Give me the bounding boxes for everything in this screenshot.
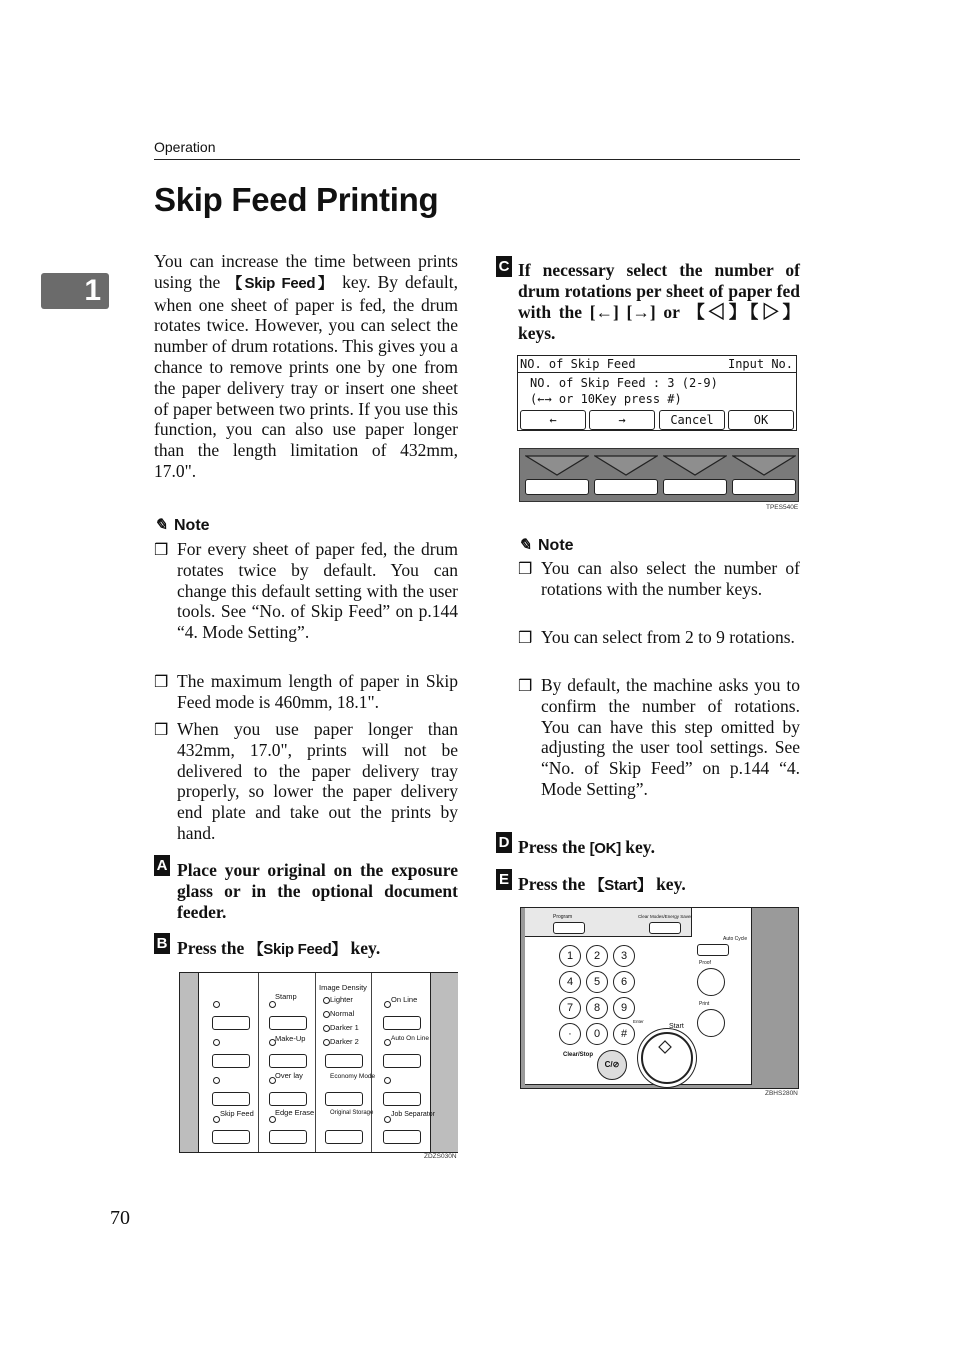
header-rule	[154, 159, 800, 160]
indicator-led	[323, 1025, 330, 1032]
intro-before-key: You can increase the time between prints using the	[154, 251, 458, 292]
checkbox-bullet-icon: ❒	[518, 630, 533, 647]
list-item: By default, the machine asks you to confirm the number of rotations. You can have this step omitted by adjusting the user tool settings. See “No. of Skip Feed” on p.144 “4. Mode Setting”.	[541, 675, 800, 799]
page-title: Skip Feed Printing	[154, 181, 439, 218]
numkey-dot[interactable]: ·	[559, 1023, 581, 1045]
indicator-led	[323, 1011, 330, 1018]
step-number: A	[154, 855, 170, 876]
step-4-post: key.	[620, 837, 655, 857]
step-5-pre: Press the	[518, 874, 590, 894]
program-label: Program	[553, 914, 573, 920]
step-number: B	[154, 933, 170, 954]
step-4-text	[518, 837, 800, 859]
panel-edge	[430, 973, 458, 1152]
lcd-cancel-button[interactable]: Cancel	[659, 410, 725, 430]
lcd-display	[517, 355, 797, 431]
running-head: Operation	[154, 139, 216, 155]
indicator-led	[323, 1039, 330, 1046]
clear-modes-button[interactable]	[649, 922, 681, 934]
pencil-icon: ✎	[518, 537, 532, 554]
indicator-led	[213, 1077, 220, 1084]
start-label: Start	[669, 1023, 684, 1030]
intro-after-key: key. By default, when one sheet of paper is fed, the drum rotates twice. However, you can select the number of drum rotations. This gives you a chance to remove prints one by one from the paper delivery tray or insert one sheet of paper between two prints. If you use this function, you can also use paper longer than the length limitation of 432mm, 17.0".	[154, 271, 458, 481]
checkbox-bullet-icon: ❒	[154, 674, 169, 691]
indicator-led	[269, 1116, 276, 1123]
pencil-icon: ✎	[154, 517, 168, 534]
selection-keys-panel	[519, 448, 799, 502]
note-label: Note	[538, 537, 574, 554]
panel-key	[383, 1092, 421, 1106]
job-separator-label: Job Separator	[391, 1111, 435, 1118]
indicator-led	[323, 997, 330, 1004]
start-button[interactable]	[641, 1032, 693, 1084]
intro-paragraph	[154, 251, 458, 482]
auto-cycle-button[interactable]	[697, 944, 729, 956]
density-normal-label: Normal	[330, 1009, 355, 1018]
start-diamond-icon	[643, 1034, 691, 1082]
print-button[interactable]	[697, 1009, 725, 1037]
panel-divider	[315, 973, 316, 1152]
down-triangle-icon	[663, 455, 727, 477]
image-density-label: Image Density	[319, 983, 367, 992]
step-5-text	[518, 874, 800, 896]
figure-code: ZDZS030N	[424, 1153, 457, 1160]
list-item: When you use paper longer than 432mm, 17.0", prints will not be delivered to the paper delivery tray properly, so lower the paper delivery end plate and take out the prints by hand.	[177, 719, 458, 843]
over-lay-button[interactable]	[269, 1092, 307, 1106]
panel-key	[212, 1092, 250, 1106]
proof-button[interactable]	[697, 968, 725, 996]
numkey-2[interactable]: 2	[586, 945, 608, 967]
density-darker1-label: Darker 1	[330, 1023, 359, 1032]
page-number: 70	[110, 1207, 130, 1229]
indicator-led	[384, 1116, 391, 1123]
down-triangle-icon	[525, 455, 589, 477]
numkey-9[interactable]: 9	[613, 997, 635, 1019]
indicator-led	[213, 1116, 220, 1123]
lcd-right-arrow-button[interactable]: →	[589, 410, 655, 430]
numkey-8[interactable]: 8	[586, 997, 608, 1019]
print-label: Print	[699, 1001, 710, 1007]
numkey-4[interactable]: 4	[559, 971, 581, 993]
program-button[interactable]	[553, 922, 585, 934]
original-storage-label: Original Storage	[330, 1110, 374, 1116]
indicator-led	[384, 1077, 391, 1084]
density-darker2-label: Darker 2	[330, 1037, 359, 1046]
step-2-post: key.	[346, 938, 381, 958]
note-heading	[154, 515, 210, 535]
panel-divider	[258, 973, 259, 1152]
on-line-button[interactable]	[383, 1016, 421, 1030]
selection-key-4[interactable]	[732, 479, 796, 495]
figure-code: TPES540E	[766, 504, 799, 511]
clear-stop-button[interactable]: C/⊘	[597, 1050, 627, 1080]
make-up-label: Make-Up	[275, 1034, 306, 1043]
image-density-button[interactable]	[325, 1054, 363, 1068]
skip-feed-button[interactable]	[212, 1130, 250, 1144]
control-panel-illustration	[179, 972, 458, 1153]
auto-on-line-label: Auto On Line	[391, 1035, 429, 1042]
skip-feed-label: Skip Feed	[220, 1109, 254, 1118]
lcd-header-left: NO. of Skip Feed	[520, 357, 636, 371]
stamp-label: Stamp	[275, 992, 297, 1001]
selection-key-1[interactable]	[525, 479, 589, 495]
panel-key	[212, 1054, 250, 1068]
over-lay-label: Over lay	[275, 1071, 303, 1080]
step-number: D	[496, 832, 512, 853]
enter-label: Enter	[633, 1019, 644, 1024]
original-storage-button[interactable]	[325, 1130, 363, 1144]
chapter-tab	[41, 273, 109, 309]
checkbox-bullet-icon: ❒	[518, 678, 533, 695]
numkey-6[interactable]: 6	[613, 971, 635, 993]
job-separator-button[interactable]	[383, 1130, 421, 1144]
indicator-led	[269, 1001, 276, 1008]
list-item: The maximum length of paper in Skip Feed mode is 460mm, 18.1".	[177, 671, 458, 712]
edge-erase-button[interactable]	[269, 1130, 307, 1144]
lcd-header-right: Input No.	[727, 357, 793, 371]
selection-key-3[interactable]	[663, 479, 727, 495]
skip-feed-key-label: 【Skip Feed】	[248, 941, 347, 958]
indicator-led	[384, 1039, 391, 1046]
numkey-5[interactable]: 5	[586, 971, 608, 993]
lcd-line-2: (←→ or 10Key press #)	[530, 392, 682, 406]
checkbox-bullet-icon: ❒	[154, 722, 169, 739]
numkey-7[interactable]: 7	[559, 997, 581, 1019]
panel-divider	[371, 973, 372, 1152]
clear-stop-label: Clear/Stop	[563, 1052, 594, 1058]
note-label: Note	[174, 517, 210, 534]
lcd-line-1: NO. of Skip Feed : 3 (2-9)	[530, 376, 718, 390]
down-triangle-icon	[732, 455, 796, 477]
numkey-3[interactable]: 3	[613, 945, 635, 967]
panel-edge	[180, 973, 199, 1152]
indicator-led	[213, 1039, 220, 1046]
stamp-button[interactable]	[269, 1016, 307, 1030]
checkbox-bullet-icon: ❒	[518, 561, 533, 578]
ok-key-label: [OK]	[589, 840, 621, 857]
selection-key-2[interactable]	[594, 479, 658, 495]
auto-on-line-button[interactable]	[383, 1054, 421, 1068]
step-5-post: key.	[651, 874, 686, 894]
make-up-button[interactable]	[269, 1054, 307, 1068]
numkey-0[interactable]: 0	[586, 1023, 608, 1045]
step-3-text: If necessary select the number of drum rotations per sheet of paper fed with the [←] [→] or 【◁】【▷】 keys.	[518, 260, 800, 343]
numkey-1[interactable]: 1	[559, 945, 581, 967]
list-item: You can also select the number of rotations with the number keys.	[541, 558, 800, 599]
chapter-number: 1	[84, 274, 101, 307]
on-line-label: On Line	[391, 995, 418, 1004]
list-item: For every sheet of paper fed, the drum rotates twice by default. You can change this default setting with the user tools. See “No. of Skip Feed” on p.144 “4. Mode Setting”.	[177, 539, 458, 643]
start-panel-illustration	[520, 907, 799, 1089]
step-4-pre: Press the	[518, 837, 590, 857]
start-key-label: 【Start】	[589, 877, 652, 894]
panel-key	[212, 1016, 250, 1030]
step-number: C	[496, 256, 512, 277]
step-2-text	[177, 938, 458, 960]
economy-mode-label: Economy Mode	[330, 1073, 376, 1080]
auto-cycle-label: Auto Cycle	[723, 936, 748, 942]
down-triangle-icon	[594, 455, 658, 477]
economy-mode-button[interactable]	[325, 1092, 363, 1106]
clear-modes-label: Clear Modes/Energy Saver	[638, 914, 693, 919]
step-2-pre: Press the	[177, 938, 249, 958]
indicator-led	[213, 1001, 220, 1008]
checkbox-bullet-icon: ❒	[154, 542, 169, 559]
step-number: E	[496, 869, 512, 890]
density-lighter-label: Lighter	[330, 995, 353, 1004]
lcd-left-arrow-button[interactable]: ←	[520, 410, 586, 430]
edge-erase-label: Edge Erase	[275, 1108, 315, 1117]
lcd-ok-button[interactable]: OK	[728, 410, 794, 430]
step-1-text: Place your original on the exposure glass or in the optional document feeder.	[177, 860, 458, 922]
list-item: You can select from 2 to 9 rotations.	[541, 627, 795, 647]
proof-label: Proof	[699, 960, 711, 966]
skip-feed-key-label: 【Skip Feed】	[227, 274, 336, 292]
note-heading	[518, 535, 574, 555]
numkey-enter[interactable]: #	[613, 1023, 635, 1045]
figure-code: ZBHS280N	[765, 1090, 798, 1097]
indicator-led	[384, 1001, 391, 1008]
